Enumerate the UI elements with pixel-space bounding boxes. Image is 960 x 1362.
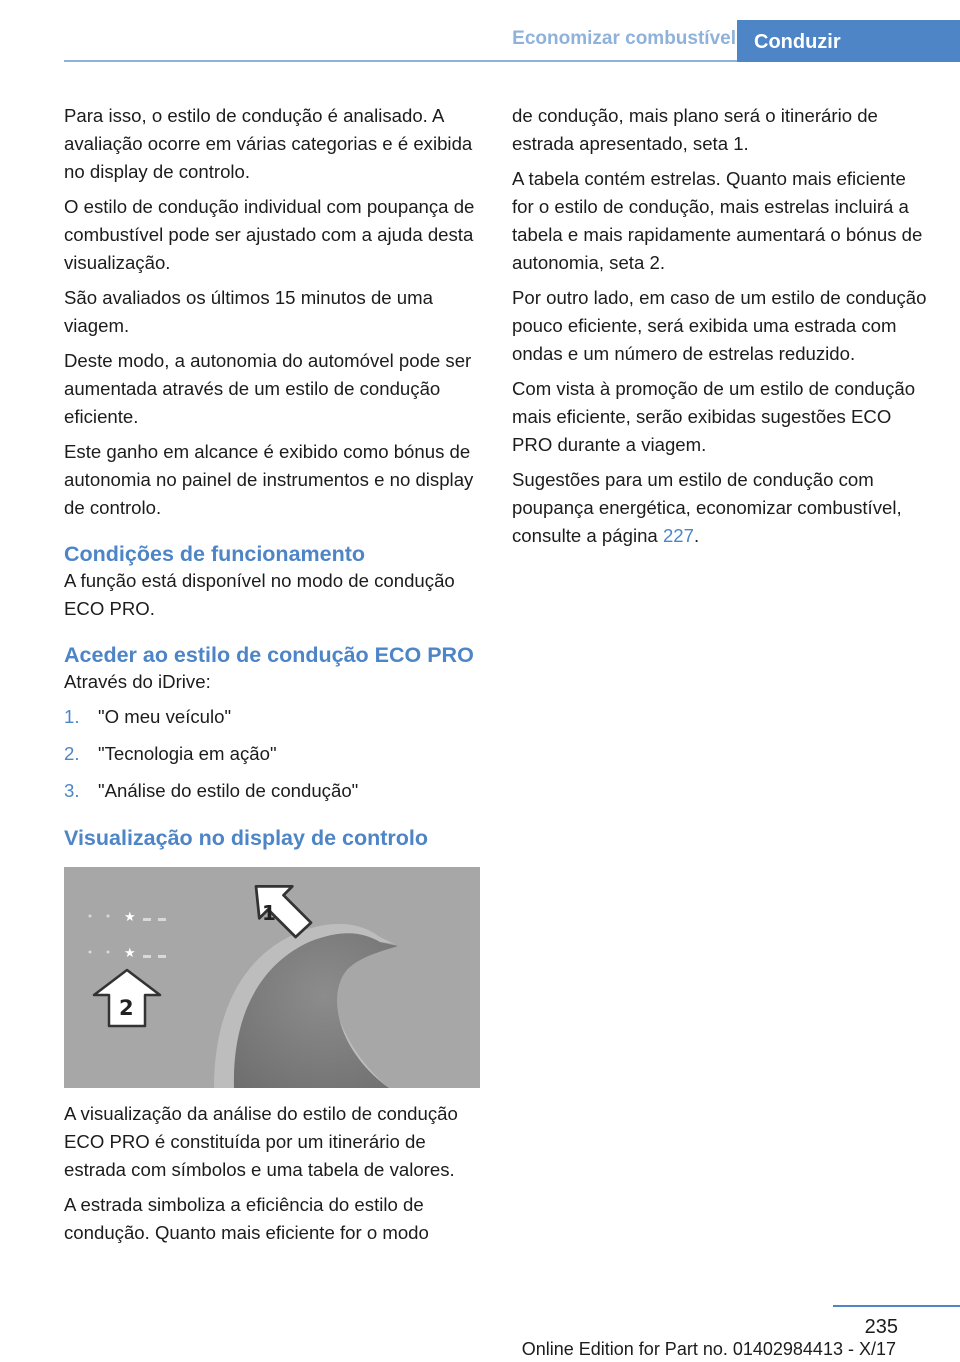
page-link[interactable]: 227 — [662, 525, 694, 546]
conditions-text: A função está disponível no modo de condução ECO PRO. — [64, 570, 455, 619]
paragraph: de condução, mais plano será o itinerário de estrada apresentado, seta 1. — [512, 105, 878, 154]
paragraph: A estrada simboliza a eficiência do estilo de condução. Quanto mais eficiente for o modo — [64, 1194, 429, 1243]
paragraph-with-link — [512, 466, 928, 550]
paragraph: O estilo de condução individual com poupança de combustível pode ser ajustado com a ajuda desta visualização. — [64, 196, 475, 273]
paragraph: Por outro lado, em caso de um estilo de condução pouco eficiente, será exibida uma estrada com ondas e um número de estrelas reduzido. — [512, 287, 927, 364]
step-text: "O meu veículo" — [98, 706, 232, 727]
step-number: 3. — [64, 780, 80, 801]
right-column — [512, 102, 928, 557]
list-item — [64, 777, 480, 814]
eco-pro-illustration — [64, 867, 480, 1088]
heading-conditions: Condições de funcionamento — [64, 542, 366, 566]
edition-footer: Online Edition for Part no. 01402984413 - X/17 — [521, 1339, 896, 1359]
footer-rule — [833, 1305, 960, 1307]
paragraph: Deste modo, a autonomia do automóvel pode ser aumentada através de um estilo de condução eficiente. — [64, 350, 472, 427]
header-chapter-tab[interactable]: Conduzir — [737, 20, 960, 62]
page-number: 235 — [864, 1316, 898, 1338]
svg-text:★: ★ — [124, 946, 136, 961]
paragraph-end: . — [693, 525, 700, 546]
paragraph: Este ganho em alcance é exibido como bónus de autonomia no painel de instrumentos e no display de controlo. — [64, 441, 474, 518]
eco-pro-display-figure — [64, 867, 480, 1088]
paragraph: A tabela contém estrelas. Quanto mais eficiente for o estilo de condução, mais estrelas incluirá a tabela e mais rapidamente aumentará o bónus de autonomia, seta 2. — [512, 168, 923, 273]
heading-display: Visualização no display de controlo — [64, 826, 428, 850]
paragraph: São avaliados os últimos 15 minutos de uma viagem. — [64, 287, 433, 336]
svg-text:★: ★ — [124, 910, 136, 925]
paragraph: Para isso, o estilo de condução é analisado. A avaliação ocorre em várias categorias e é exibida no display de controlo. — [64, 105, 473, 182]
step-text: "Análise do estilo de condução" — [98, 780, 359, 801]
paragraph-text: Sugestões para um estilo de condução com poupança energética, economizar combustível, consulte a página — [512, 469, 902, 546]
left-column — [64, 102, 480, 1254]
access-intro: Através do iDrive: — [64, 671, 211, 692]
heading-access: Aceder ao estilo de condução ECO PRO — [64, 643, 474, 667]
paragraph: A visualização da análise do estilo de condução ECO PRO é constituída por um itinerário de estrada com símbolos e uma tabela de valores. — [64, 1103, 458, 1180]
paragraph: Com vista à promoção de um estilo de condução mais eficiente, serão exibidas sugestões ECO PRO durante a viagem. — [512, 378, 916, 455]
arrow-1-label: 1 — [262, 901, 276, 925]
arrow-2-label: 2 — [119, 996, 134, 1020]
step-number: 2. — [64, 743, 80, 764]
list-item — [64, 740, 480, 777]
list-item — [64, 703, 480, 740]
step-text: "Tecnologia em ação" — [98, 743, 277, 764]
step-number: 1. — [64, 706, 80, 727]
header-section-title[interactable]: Economizar combustível — [512, 28, 736, 49]
steps-list — [64, 703, 480, 814]
